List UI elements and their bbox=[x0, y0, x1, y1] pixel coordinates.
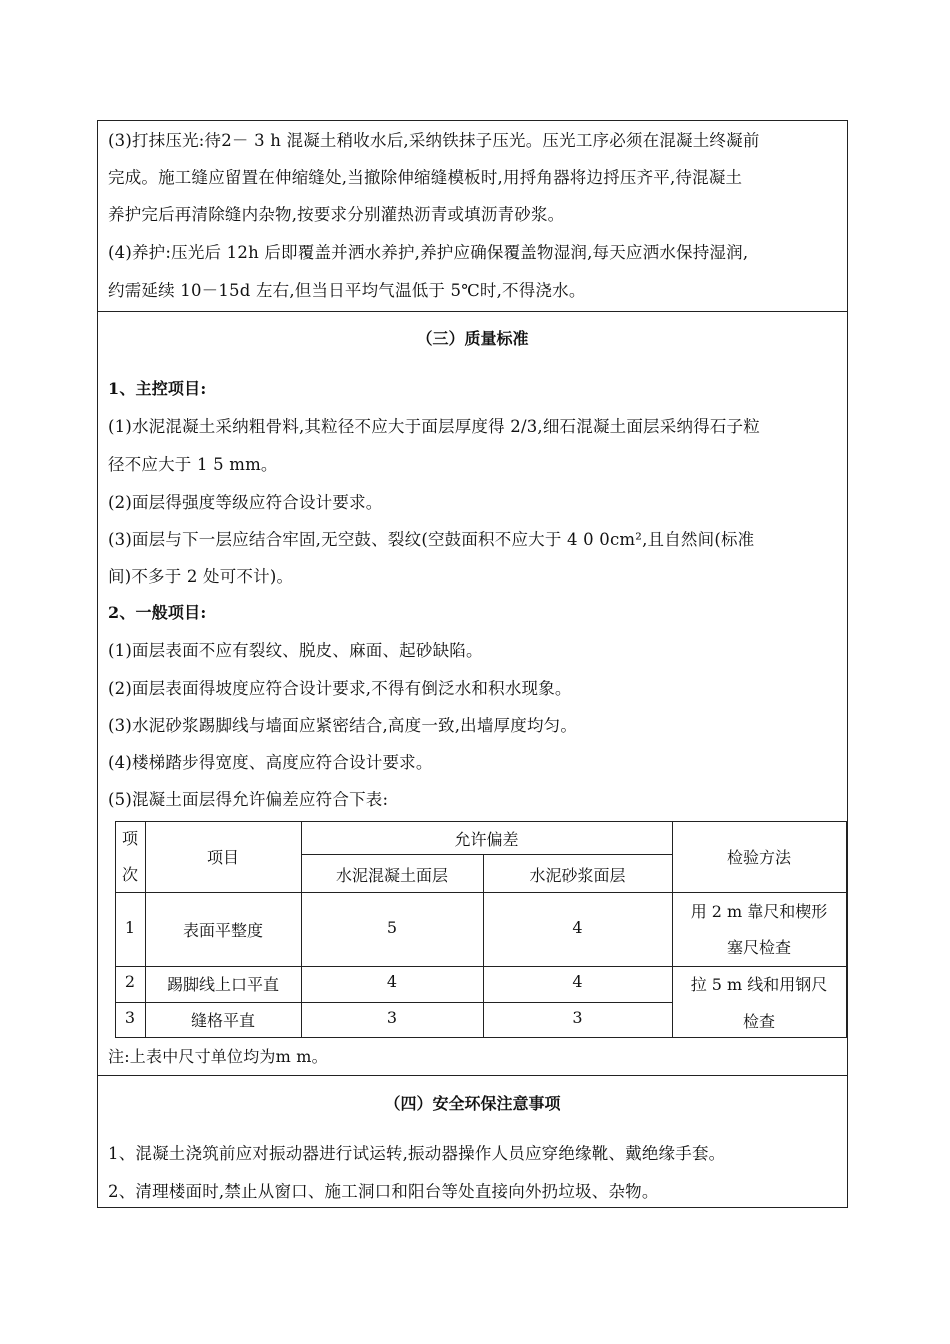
general-item-line: (5)混凝土面层得允许偏差应符合下表: bbox=[108, 790, 389, 809]
main-item-line: 间)不多于 2 处可不计)。 bbox=[108, 567, 294, 586]
table-border bbox=[115, 966, 847, 967]
table-note: 注:上表中尺寸单位均为m m。 bbox=[108, 1047, 328, 1066]
construction-line: 约需延续 10－15d 左右,但当日平均气温低于 5℃时,不得浇水。 bbox=[108, 281, 586, 300]
row-no: 1 bbox=[124, 918, 136, 937]
main-item-line: 径不应大于 1 5 mm。 bbox=[108, 455, 278, 474]
header-tolerance: 允许偏差 bbox=[454, 830, 519, 849]
section-divider bbox=[98, 311, 847, 312]
header-mortar: 水泥砂浆面层 bbox=[529, 866, 626, 885]
row-mortar: 4 bbox=[572, 972, 583, 991]
construction-line: 完成。施工缝应留置在伸缩缝处,当撤除伸缩缝模板时,用捋角器将边捋压齐平,待混凝土 bbox=[108, 168, 743, 187]
row-method: 用 2 m 靠尺和楔形 bbox=[690, 902, 828, 921]
main-item-line: (2)面层得强度等级应符合设计要求。 bbox=[108, 493, 383, 512]
row-no: 3 bbox=[124, 1008, 136, 1027]
table-border bbox=[115, 1037, 847, 1038]
row-concrete: 3 bbox=[386, 1008, 398, 1027]
row-method: 检查 bbox=[742, 1012, 775, 1031]
general-item-line: (3)水泥砂浆踢脚线与墙面应紧密结合,高度一致,出墙厚度均匀。 bbox=[108, 716, 578, 735]
section-divider bbox=[98, 1075, 847, 1076]
row-no: 2 bbox=[124, 972, 136, 991]
row-item: 表面平整度 bbox=[182, 921, 263, 940]
row-mortar: 4 bbox=[572, 918, 583, 937]
document-frame bbox=[97, 120, 848, 1208]
header-concrete: 水泥混凝土面层 bbox=[335, 866, 448, 885]
table-border bbox=[115, 1002, 672, 1003]
general-items-heading: 2、一般项目: bbox=[108, 603, 207, 622]
main-item-line: (1)水泥混凝土采纳粗骨料,其粒径不应大于面层厚度得 2/3,细石混凝土面层采纳得石子粒 bbox=[108, 417, 760, 436]
main-items-heading: 1、主控项目: bbox=[108, 379, 207, 398]
construction-line: (4)养护:压光后 12h 后即覆盖并洒水养护,养护应确保覆盖物湿润,每天应洒水保持湿润, bbox=[108, 243, 749, 262]
main-item-line: (3)面层与下一层应结合牢固,无空鼓、裂纹(空鼓面积不应大于 4 0 0cm²,且自然间(标准 bbox=[108, 530, 755, 549]
table-border bbox=[301, 854, 672, 855]
row-method: 塞尺检查 bbox=[726, 938, 791, 957]
header-item: 项目 bbox=[206, 848, 239, 867]
row-method: 拉 5 m 线和用钢尺 bbox=[690, 975, 828, 994]
header-index-bottom: 次 bbox=[121, 865, 138, 884]
quality-section-title: （三）质量标准 bbox=[416, 329, 529, 348]
general-item-line: (1)面层表面不应有裂纹、脱皮、麻面、起砂缺陷。 bbox=[108, 641, 483, 660]
row-concrete: 5 bbox=[386, 918, 398, 937]
row-item: 缝格平直 bbox=[190, 1011, 255, 1030]
header-index-top: 项 bbox=[121, 829, 138, 848]
table-border bbox=[846, 821, 847, 1038]
row-concrete: 4 bbox=[386, 972, 398, 991]
row-item: 踢脚线上口平直 bbox=[166, 975, 279, 994]
construction-line: (3)打抹压光:待2－ 3 h 混凝土稍收水后,采纳铁抹子压光。压光工序必须在混凝土终凝前 bbox=[108, 131, 760, 150]
header-method: 检验方法 bbox=[726, 848, 791, 867]
table-border bbox=[115, 892, 847, 893]
construction-line: 养护完后再清除缝内杂物,按要求分别灌热沥青或填沥青砂浆。 bbox=[108, 205, 565, 224]
table-border bbox=[115, 821, 847, 822]
tolerance-table bbox=[115, 821, 847, 1038]
general-item-line: (2)面层表面得坡度应符合设计要求,不得有倒泛水和积水现象。 bbox=[108, 679, 572, 698]
general-item-line: (4)楼梯踏步得宽度、高度应符合设计要求。 bbox=[108, 753, 433, 772]
safety-item: 2、清理楼面时,禁止从窗口、施工洞口和阳台等处直接向外扔垃圾、杂物。 bbox=[108, 1182, 659, 1201]
safety-item: 1、混凝土浇筑前应对振动器进行试运转,振动器操作人员应穿绝缘靴、戴绝缘手套。 bbox=[108, 1144, 726, 1163]
row-mortar: 3 bbox=[572, 1008, 583, 1027]
safety-section-title: （四）安全环保注意事项 bbox=[384, 1094, 561, 1113]
